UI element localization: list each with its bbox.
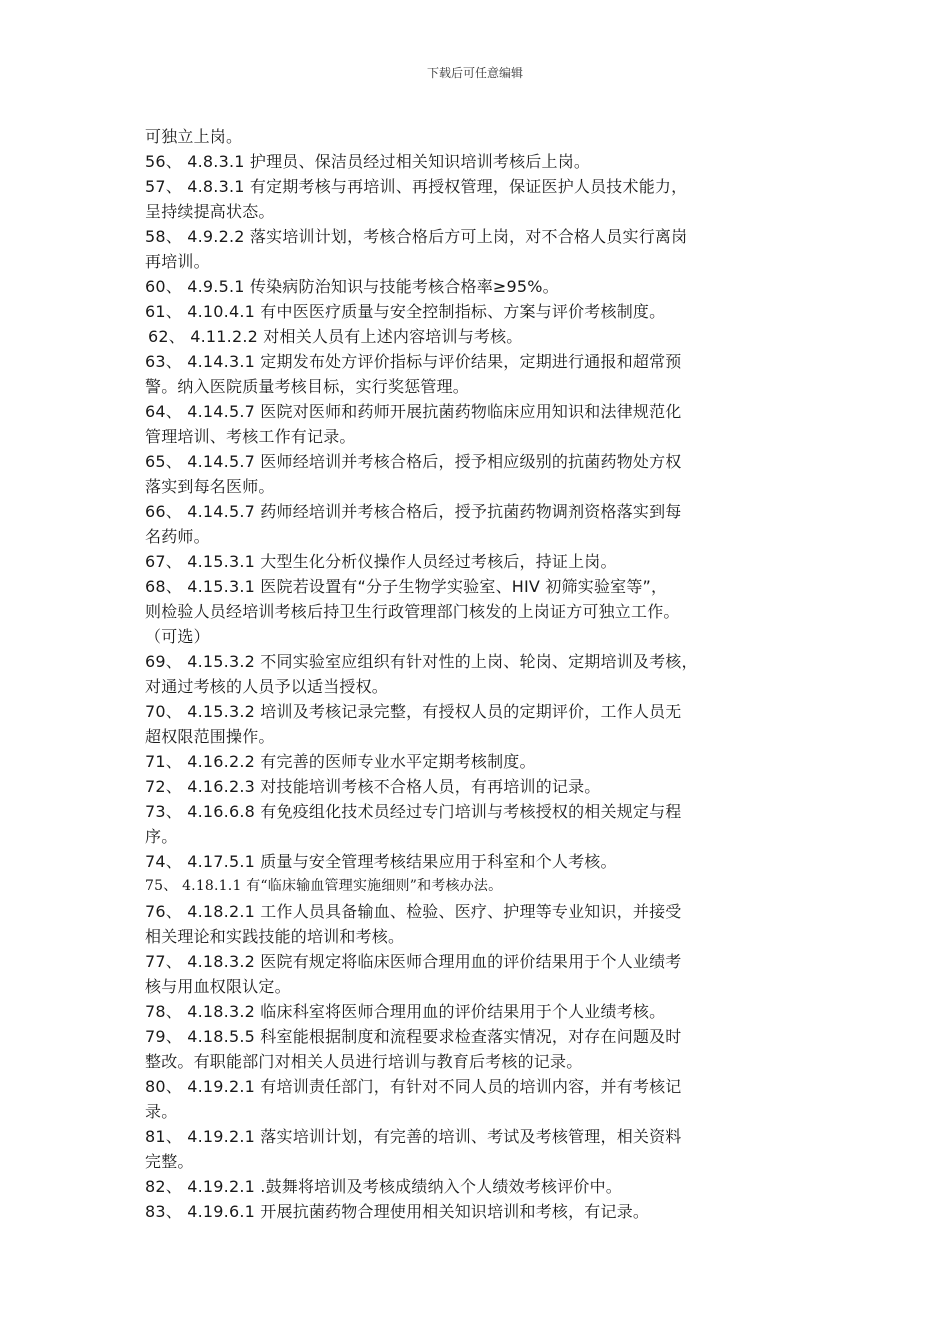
text-line: 77、 4.18.3.2 医院有规定将临床医师合理用血的评价结果用于个人业绩考 [145,952,682,971]
text-line: 核与用血权限认定。 [145,977,291,996]
text-line: 对通过考核的人员予以适当授权。 [145,677,389,696]
text-line: 再培训。 [145,252,210,271]
text-line: 56、 4.8.3.1 护理员、保洁员经过相关知识培训考核后上岗。 [145,152,591,171]
text-line: 警。纳入医院质量考核目标，实行奖惩管理。 [145,377,470,396]
text-line: 81、 4.19.2.1 落实培训计划，有完善的培训、考试及考核管理，相关资料 [145,1127,682,1146]
text-line: 82、 4.19.2.1 .鼓舞将培训及考核成绩纳入个人绩效考核评价中。 [145,1177,622,1196]
text-line: 73、 4.16.6.8 有免疫组化技术员经过专门培训与考核授权的相关规定与程 [145,802,682,821]
text-line: 57、 4.8.3.1 有定期考核与再培训、再授权管理，保证医护人员技术能力， [145,177,688,196]
text-line: 61、 4.10.4.1 有中医医疗质量与安全控制指标、方案与评价考核制度。 [145,302,666,321]
text-line: 75、 4.18.1.1 有“临床输血管理实施细则”和考核办法。 [145,878,503,894]
document-body [145,124,815,1224]
text-line: 则检验人员经培训考核后持卫生行政管理部门核发的上岗证方可独立工作。 [145,602,680,621]
text-line: 可独立上岗。 [145,127,243,146]
text-line: 72、 4.16.2.3 对技能培训考核不合格人员，有再培训的记录。 [145,777,601,796]
text-line: 69、 4.15.3.2 不同实验室应组织有针对性的上岗、轮岗、定期培训及考核， [145,652,698,671]
text-line: 65、 4.14.5.7 医师经培训并考核合格后，授予相应级别的抗菌药物处方权 [145,452,682,471]
text-line: 76、 4.18.2.1 工作人员具备输血、检验、医疗、护理等专业知识，并接受 [145,902,682,921]
text-line: 64、 4.14.5.7 医院对医师和药师开展抗菌药物临床应用知识和法律规范化 [145,402,682,421]
text-line: 62、 4.11.2.2 对相关人员有上述内容培训与考核。 [148,327,523,346]
text-line: 完整。 [145,1152,194,1171]
text-line: 58、 4.9.2.2 落实培训计划，考核合格后方可上岗，对不合格人员实行离岗 [145,227,688,246]
text-line: 相关理论和实践技能的培训和考核。 [145,927,405,946]
text-line: 呈持续提高状态。 [145,202,275,221]
text-line: （可选） [145,627,210,646]
text-line: 78、 4.18.3.2 临床科室将医师合理用血的评价结果用于个人业绩考核。 [145,1002,666,1021]
text-line: 71、 4.16.2.2 有完善的医师专业水平定期考核制度。 [145,752,536,771]
text-line: 79、 4.18.5.5 科室能根据制度和流程要求检查落实情况，对存在问题及时 [145,1027,682,1046]
text-line: 80、 4.19.2.1 有培训责任部门，有针对不同人员的培训内容，并有考核记 [145,1077,682,1096]
text-line: 整改。有职能部门对相关人员进行培训与教育后考核的记录。 [145,1052,583,1071]
text-line: 管理培训、考核工作有记录。 [145,427,356,446]
text-line: 超权限范围操作。 [145,727,275,746]
text-line: 67、 4.15.3.1 大型生化分析仪操作人员经过考核后，持证上岗。 [145,552,617,571]
text-line: 74、 4.17.5.1 质量与安全管理考核结果应用于科室和个人考核。 [145,852,617,871]
text-line: 68、 4.15.3.1 医院若设置有“分子生物学实验室、HIV 初筛实验室等”， [145,577,668,596]
text-line: 60、 4.9.5.1 传染病防治知识与技能考核合格率≥95%。 [145,277,559,296]
text-line: 名药师。 [145,527,210,546]
text-line: 70、 4.15.3.2 培训及考核记录完整，有授权人员的定期评价，工作人员无 [145,702,682,721]
text-line: 落实到每名医师。 [145,477,275,496]
text-line: 66、 4.14.5.7 药师经培训并考核合格后，授予抗菌药物调剂资格落实到每 [145,502,682,521]
text-line: 录。 [145,1102,178,1121]
text-line: 63、 4.14.3.1 定期发布处方评价指标与评价结果，定期进行通报和超常预 [145,352,682,371]
text-line: 83、 4.19.6.1 开展抗菌药物合理使用相关知识培训和考核，有记录。 [145,1202,650,1221]
text-line: 序。 [145,827,178,846]
page-header: 下载后可任意编辑 [426,66,523,80]
